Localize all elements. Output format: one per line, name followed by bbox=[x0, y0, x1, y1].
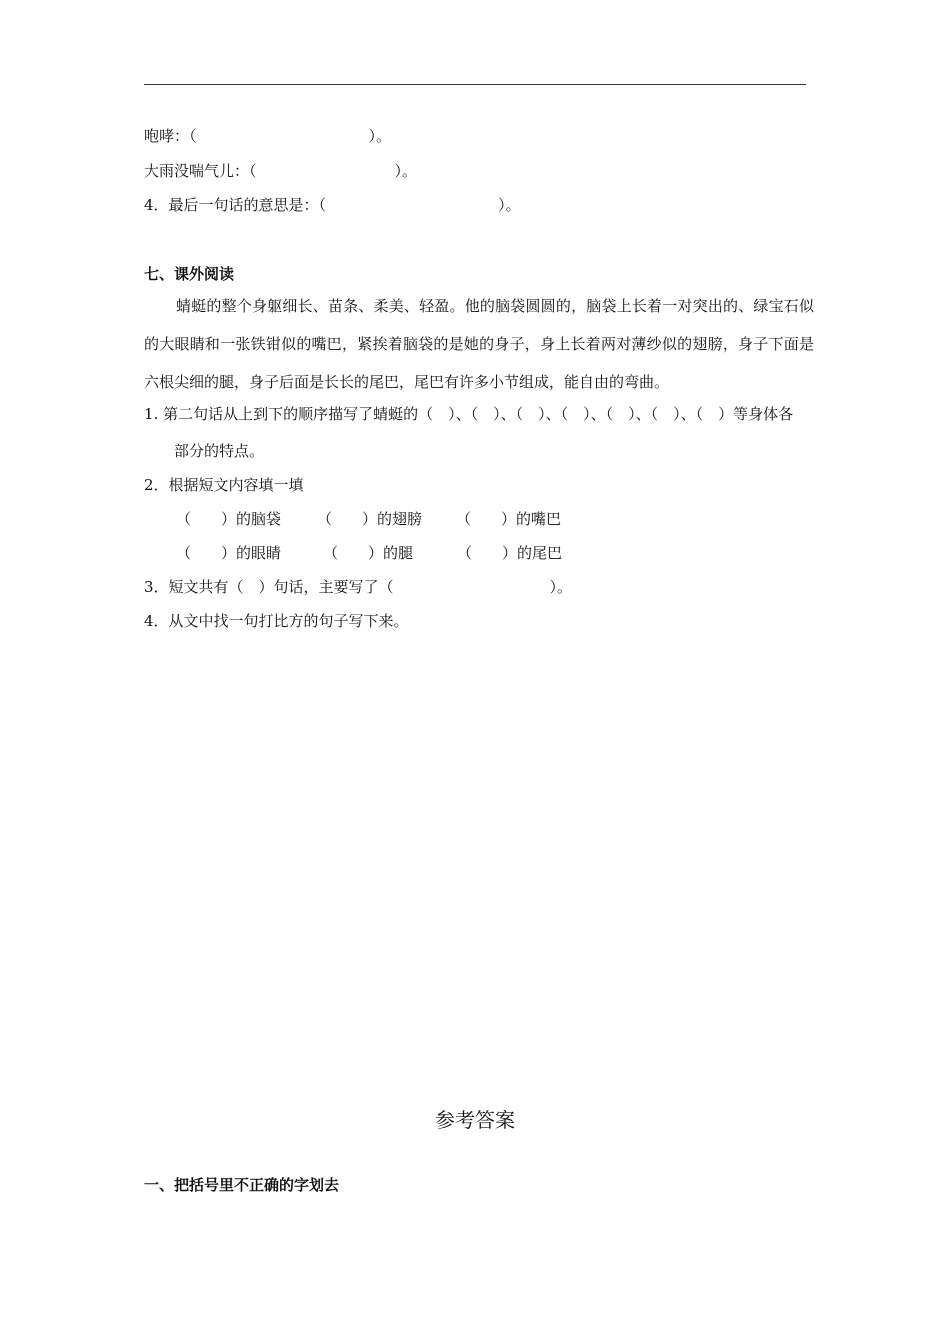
question-paoxiao: 咆哮：（ ）。 bbox=[144, 127, 392, 145]
reading-q1-line2: 部分的特点。 bbox=[174, 442, 265, 460]
reading-q3: 3．短文共有（ ）句话，主要写了（ ）。 bbox=[144, 578, 573, 596]
question-dayu: 大雨没喘气儿：（ ）。 bbox=[144, 162, 418, 180]
reading-passage: 蜻蜓的整个身躯细长、苗条、柔美、轻盈。他的脑袋圆圆的，脑袋上长着一对突出的、绿宝石似的大眼睛和一张铁钳似的嘴巴，紧挨着脑袋的是她的身子，身上长着两对薄纱似的翅膀，身子下面是六根尖细的腿，身子后面是长长的尾巴，尾巴有许多小节组成，能自由的弯曲。 bbox=[144, 297, 814, 391]
fill-row-1: （ ）的脑袋 （ ）的翅膀 （ ）的嘴巴 bbox=[176, 510, 562, 528]
reading-q1-line1: 1. 第二句话从上到下的顺序描写了蜻蜓的（ ）、（ ）、（ ）、（ ）、（ ）、（ ）、（ ）等身体各 bbox=[144, 405, 794, 423]
answers-section-1: 一、把括号里不正确的字划去 bbox=[144, 1176, 340, 1194]
reading-q2: 2．根据短文内容填一填 bbox=[144, 476, 304, 494]
answers-title: 参考答案 bbox=[435, 1108, 515, 1132]
section-7-heading: 七、课外阅读 bbox=[144, 265, 235, 283]
reading-q4: 4．从文中找一句打比方的句子写下来。 bbox=[144, 612, 409, 630]
header-rule bbox=[144, 84, 806, 85]
question-4-meaning: 4．最后一句话的意思是：（ ）。 bbox=[144, 196, 521, 214]
fill-row-2: （ ）的眼睛 （ ）的腿 （ ）的尾巴 bbox=[176, 544, 563, 562]
